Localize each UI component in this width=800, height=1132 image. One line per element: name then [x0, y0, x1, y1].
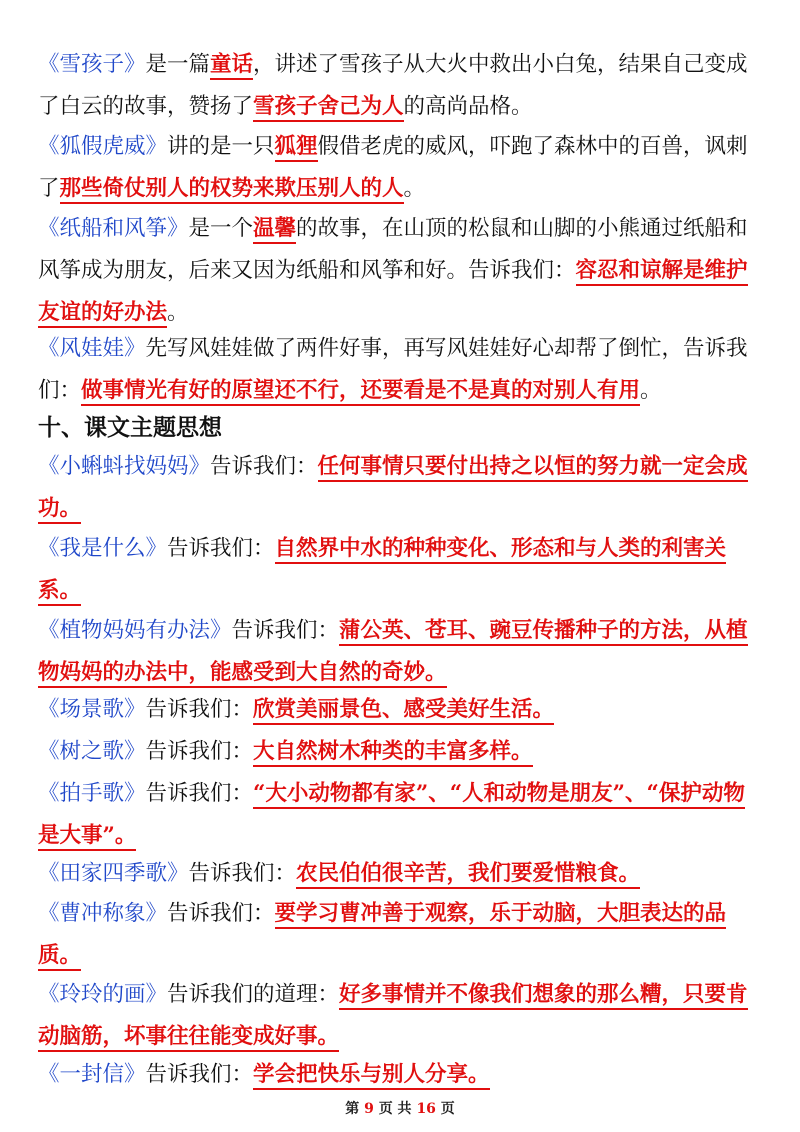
story-title: 《雪孩子》	[38, 52, 146, 77]
theme-title: 《树之歌》	[38, 739, 146, 764]
theme-answer: “大小动物都有家”、“人和动物是朋友”、“保护动物是大事”。	[38, 781, 745, 851]
story-keyword: 童话	[210, 52, 253, 80]
theme-title: 《一封信》	[38, 1062, 146, 1087]
footer-text: 第	[345, 1101, 360, 1117]
story-paragraph	[38, 328, 764, 412]
story-title: 《风娃娃》	[38, 336, 146, 361]
theme-prefix: 告诉我们：	[188, 861, 297, 886]
footer-text: 页 共	[378, 1101, 412, 1117]
story-text: 。	[640, 378, 662, 403]
theme-title: 《田家四季歌》	[38, 861, 189, 886]
total-page-count: 16	[416, 1101, 436, 1117]
story-text: 。	[167, 300, 189, 325]
theme-title: 《植物妈妈有办法》	[38, 618, 232, 643]
theme-answer: 蒲公英、苍耳、豌豆传播种子的方法，从植物妈妈的办法中，能感受到大自然的奇妙。	[38, 618, 748, 688]
theme-item	[38, 853, 764, 895]
story-text: 的故事，在山顶的松鼠和山脚的小熊通过纸船和风筝成为朋友，后来又因为纸船和风筝和好。告诉我们：	[38, 216, 748, 283]
theme-title: 《场景歌》	[38, 697, 146, 722]
story-keyword: 温馨	[253, 216, 296, 244]
theme-title: 《拍手歌》	[38, 781, 146, 806]
theme-prefix: 告诉我们：	[145, 697, 254, 722]
theme-answer: 农民伯伯很辛苦，我们要爱惜粮食。	[296, 861, 640, 889]
theme-item	[38, 528, 764, 612]
theme-item	[38, 731, 764, 773]
theme-answer: 自然界中水的种种变化、形态和与人类的利害关系。	[38, 536, 726, 606]
story-paragraph	[38, 208, 764, 334]
theme-answer: 任何事情只要付出持之以恒的努力就一定会成功。	[38, 454, 748, 524]
theme-prefix: 告诉我们：	[145, 781, 254, 806]
current-page-number: 9	[364, 1101, 374, 1117]
theme-item	[38, 773, 764, 857]
page-footer	[0, 1098, 800, 1118]
theme-prefix: 告诉我们：	[167, 536, 275, 561]
story-keyword: 狐狸	[275, 134, 318, 162]
theme-item	[38, 610, 764, 694]
section-heading: 十、课文主题思想	[38, 414, 222, 441]
story-text: 是一个	[188, 216, 254, 241]
theme-item	[38, 1054, 764, 1096]
footer-text: 页	[440, 1101, 455, 1117]
story-text: 是一篇	[145, 52, 211, 77]
theme-item	[38, 974, 764, 1058]
story-text: 讲的是一只	[167, 134, 275, 159]
theme-item	[38, 689, 764, 731]
story-title: 《狐假虎威》	[38, 134, 168, 159]
theme-title: 《玲玲的画》	[38, 982, 168, 1007]
theme-answer: 好多事情并不像我们想象的那么糟，只要肯动脑筋，坏事往往能变成好事。	[38, 982, 748, 1052]
story-text: ，讲述了雪孩子从大火中救出小白兔，结果自己变成了白云的故事，赞扬了	[38, 52, 748, 119]
theme-title: 《我是什么》	[38, 536, 168, 561]
story-text: 假借老虎的威风，吓跑了森林中的百兽，讽刺了	[38, 134, 748, 201]
story-text: 先写风娃娃做了两件好事，再写风娃娃好心却帮了倒忙，告诉我们：	[38, 336, 748, 403]
theme-item	[38, 446, 764, 530]
story-title: 《纸船和风筝》	[38, 216, 189, 241]
story-answer: 那些倚仗别人的权势来欺压别人的人	[60, 176, 404, 204]
theme-title: 《小蝌蚪找妈妈》	[38, 454, 211, 479]
theme-prefix: 告诉我们：	[167, 901, 275, 926]
theme-prefix: 告诉我们：	[145, 1062, 254, 1087]
story-paragraph	[38, 126, 764, 210]
theme-prefix: 告诉我们：	[210, 454, 318, 479]
story-answer: 做事情光有好的原望还不行，还要看是不是真的对别人有用	[81, 378, 640, 406]
theme-answer: 大自然树木种类的丰富多样。	[253, 739, 533, 767]
story-answer: 雪孩子舍己为人	[253, 94, 404, 122]
story-text: 。	[403, 176, 426, 201]
theme-prefix: 告诉我们的道理：	[167, 982, 340, 1007]
theme-prefix: 告诉我们：	[145, 739, 254, 764]
story-text: 的高尚品格。	[403, 94, 533, 119]
theme-answer: 要学习曹冲善于观察，乐于动脑，大胆表达的品质。	[38, 901, 726, 971]
theme-title: 《曹冲称象》	[38, 901, 168, 926]
theme-item	[38, 893, 764, 977]
theme-answer: 欣赏美丽景色、感受美好生活。	[253, 697, 554, 725]
story-answer: 容忍和谅解是维护友谊的好办法	[38, 258, 748, 328]
theme-answer: 学会把快乐与别人分享。	[253, 1062, 490, 1090]
theme-prefix: 告诉我们：	[231, 618, 340, 643]
story-paragraph	[38, 44, 764, 128]
